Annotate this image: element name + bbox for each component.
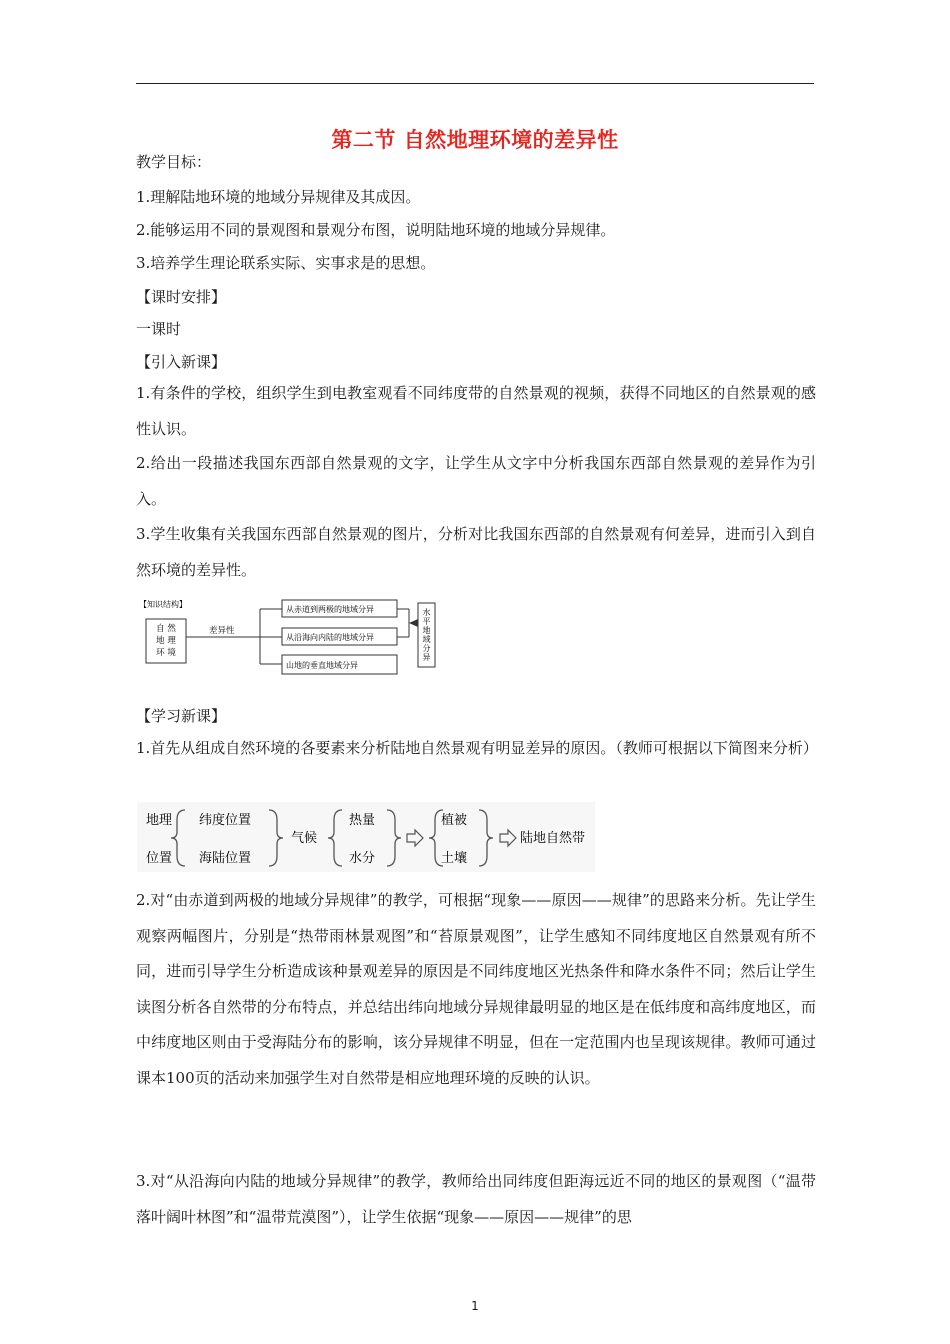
schedule-text: 一课时 bbox=[136, 320, 182, 338]
study-item: 1.首先从组成自然环境的各要素来分析陆地自然景观有明显差异的原因。（教师可根据以下简图来分析） bbox=[136, 739, 818, 757]
knowledge-structure-diagram bbox=[137, 591, 437, 683]
page-number: 1 bbox=[471, 1299, 479, 1313]
study-heading: 【学习新课】 bbox=[136, 707, 227, 725]
summary-char: 水 bbox=[422, 608, 431, 617]
cause-soil: 土壤 bbox=[441, 851, 468, 866]
diagram-item: 从赤道到两极的地域分异 bbox=[286, 605, 374, 614]
study-item: 3.对“从沿海向内陆的地域分异规律”的教学，教师给出同纬度但距海远近不同的地区的景观图（“温带落叶阔叶林图”和“温带荒漠图”），让学生依据“现象——原因——规律”的思 bbox=[136, 1172, 816, 1226]
cause-result: 陆地自然带 bbox=[520, 831, 586, 846]
root-line: 地 理 bbox=[156, 636, 176, 646]
cause-veg: 植被 bbox=[441, 813, 468, 828]
branch-label: 差异性 bbox=[209, 626, 235, 636]
cause-diagram bbox=[137, 802, 595, 872]
intro-heading: 【引入新课】 bbox=[136, 353, 227, 371]
root-line: 环 境 bbox=[156, 648, 176, 658]
study-item: 2.对“由赤道到两极的地域分异规律”的教学，可根据“现象——原因——规律”的思路来分析。先让学生观察两幅图片，分别是“热带雨林景观图”和“苔原景观图”，让学生感知不同纬度地区自然景观有所不同，进而引导学生分析造成该种景观差异的原因是不同纬度地区光热条件和降水条件不同；然后让学生读图分析各自然带的分布特点，并总结出纬向地域分异规律最明显的地区是在低纬度和高纬度地区，而中纬度地区则由于受海陆分布的影响，该分异规律不明显，但在一定范围内也呈现该规律。教师可通过课本100页的活动来加强学生对自然带是相应地理环境的反映的认识。 bbox=[136, 891, 816, 1087]
intro-item: 2.给出一段描述我国东西部自然景观的文字，让学生从文字中分析我国东西部自然景观的差异作为引入。 bbox=[136, 454, 816, 508]
diagram-item: 山地的垂直地域分异 bbox=[286, 661, 358, 670]
objective-item: 1.理解陆地环境的地域分异规律及其成因。 bbox=[136, 188, 421, 206]
page-title: 第二节 自然地理环境的差异性 bbox=[331, 128, 619, 152]
cause-water: 水分 bbox=[349, 851, 376, 866]
intro-item: 3.学生收集有关我国东西部自然景观的图片，分析对比我国东西部的自然景观有何差异，进而引入到自然环境的差异性。 bbox=[136, 525, 816, 579]
intro-item: 1.有条件的学校，组织学生到电教室观看不同纬度带的自然景观的视频，获得不同地区的自然景观的感性认识。 bbox=[136, 384, 816, 438]
summary-char: 域 bbox=[422, 635, 431, 644]
summary-char: 平 bbox=[422, 617, 431, 626]
summary-char: 分 bbox=[422, 644, 431, 653]
cause-heat: 热量 bbox=[349, 813, 376, 828]
objective-item: 3.培养学生理论联系实际、实事求是的思想。 bbox=[136, 254, 436, 272]
header-rule bbox=[136, 83, 814, 84]
diagram-heading: 【知识结构】 bbox=[139, 600, 187, 609]
objective-item: 2.能够运用不同的景观图和景观分布图，说明陆地环境的地域分异规律。 bbox=[136, 221, 616, 239]
schedule-heading: 【课时安排】 bbox=[136, 288, 227, 306]
cause-left-top: 地理 bbox=[146, 813, 173, 828]
cause-left-bottom: 位置 bbox=[146, 851, 173, 866]
objectives-heading: 教学目标： bbox=[136, 153, 212, 171]
diagram-item: 从沿海向内陆的地域分异 bbox=[286, 633, 374, 642]
summary-char: 异 bbox=[422, 653, 431, 662]
summary-char: 地 bbox=[422, 626, 431, 635]
cause-pos1: 纬度位置 bbox=[199, 813, 252, 828]
root-line: 自 然 bbox=[156, 624, 176, 634]
cause-pos2: 海陆位置 bbox=[199, 851, 252, 866]
cause-climate: 气候 bbox=[291, 831, 318, 846]
